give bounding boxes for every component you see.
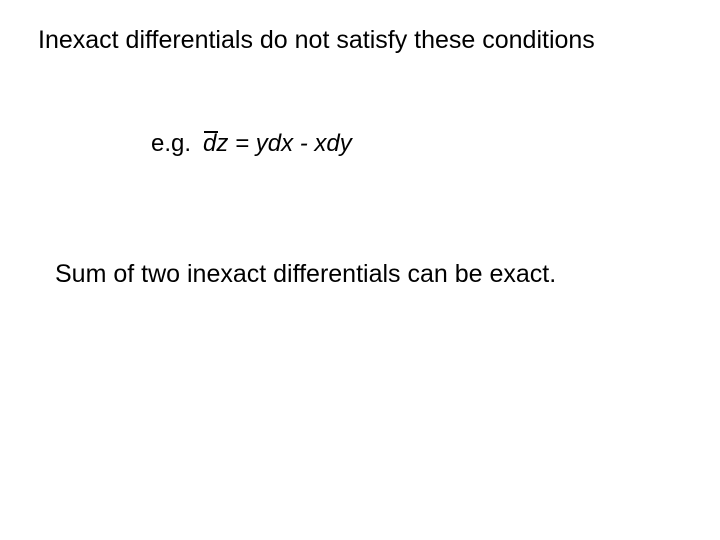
equation-rest: z = ydx - xdy (216, 130, 352, 157)
example-equation (151, 128, 352, 160)
example-prefix: e.g. (151, 130, 192, 157)
slide-statement: Sum of two inexact differentials can be exact. (55, 260, 557, 288)
equation (203, 130, 352, 157)
slide-heading: Inexact differentials do not satisfy these conditions (38, 26, 595, 54)
inexact-differential-symbol: d (203, 128, 216, 160)
